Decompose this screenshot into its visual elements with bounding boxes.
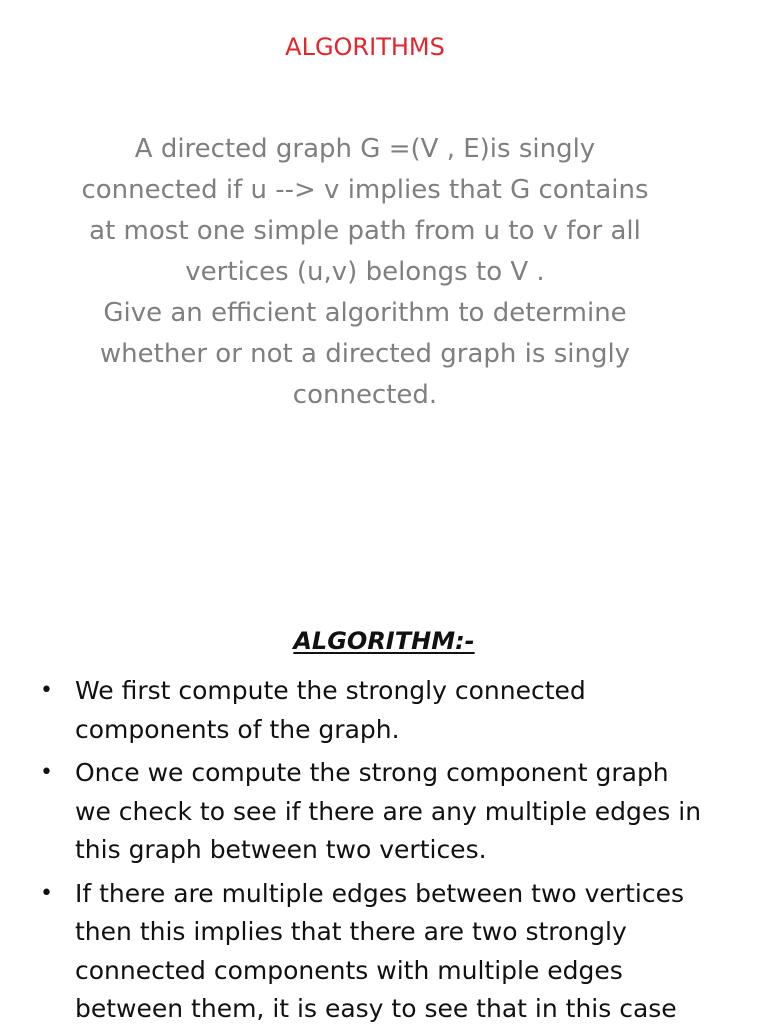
bullet-item — [0, 672, 768, 749]
bullet-line: between them, it is easy to see that in this case — [75, 994, 677, 1023]
bullet-line: this graph between two vertices. — [75, 835, 487, 864]
bullet-line: If there are multiple edges between two vertices — [75, 878, 684, 908]
question-line: A directed graph G =(V , E)is singly — [134, 134, 596, 164]
question-line: at most one simple path from u to v for all — [89, 216, 641, 246]
bullet-dot-icon: • — [40, 880, 53, 906]
question-line: whether or not a directed graph is singly — [99, 339, 631, 369]
question-line: Give an efficient algorithm to determine — [103, 298, 627, 328]
bullet-line: connected components with multiple edges — [75, 955, 623, 985]
algorithm-heading: ALGORITHM:- — [293, 627, 475, 655]
bullet-line: then this implies that there are two strongly — [75, 917, 627, 946]
bullet-line: We first compute the strongly connected — [75, 676, 586, 705]
slide-title: ALGORITHMS — [285, 33, 445, 61]
slide-question — [0, 0, 768, 512]
bullet-dot-icon: • — [40, 678, 53, 703]
bullet-line: Once we compute the strong component graph — [75, 758, 669, 787]
bullet-list — [0, 672, 768, 1034]
question-line: vertices (u,v) belongs to V . — [185, 257, 545, 287]
bullet-dot-icon: • — [40, 760, 53, 785]
question-text — [50, 129, 680, 416]
bullet-item — [0, 875, 768, 1029]
bullet-line: we check to see if there are any multiple edges in — [75, 796, 702, 826]
bullet-item — [0, 754, 768, 870]
slide-algorithm — [0, 512, 768, 1024]
question-line: connected. — [292, 380, 438, 410]
question-line: connected if u --> v implies that G contains — [81, 175, 649, 205]
bullet-line: components of the graph. — [75, 714, 400, 744]
